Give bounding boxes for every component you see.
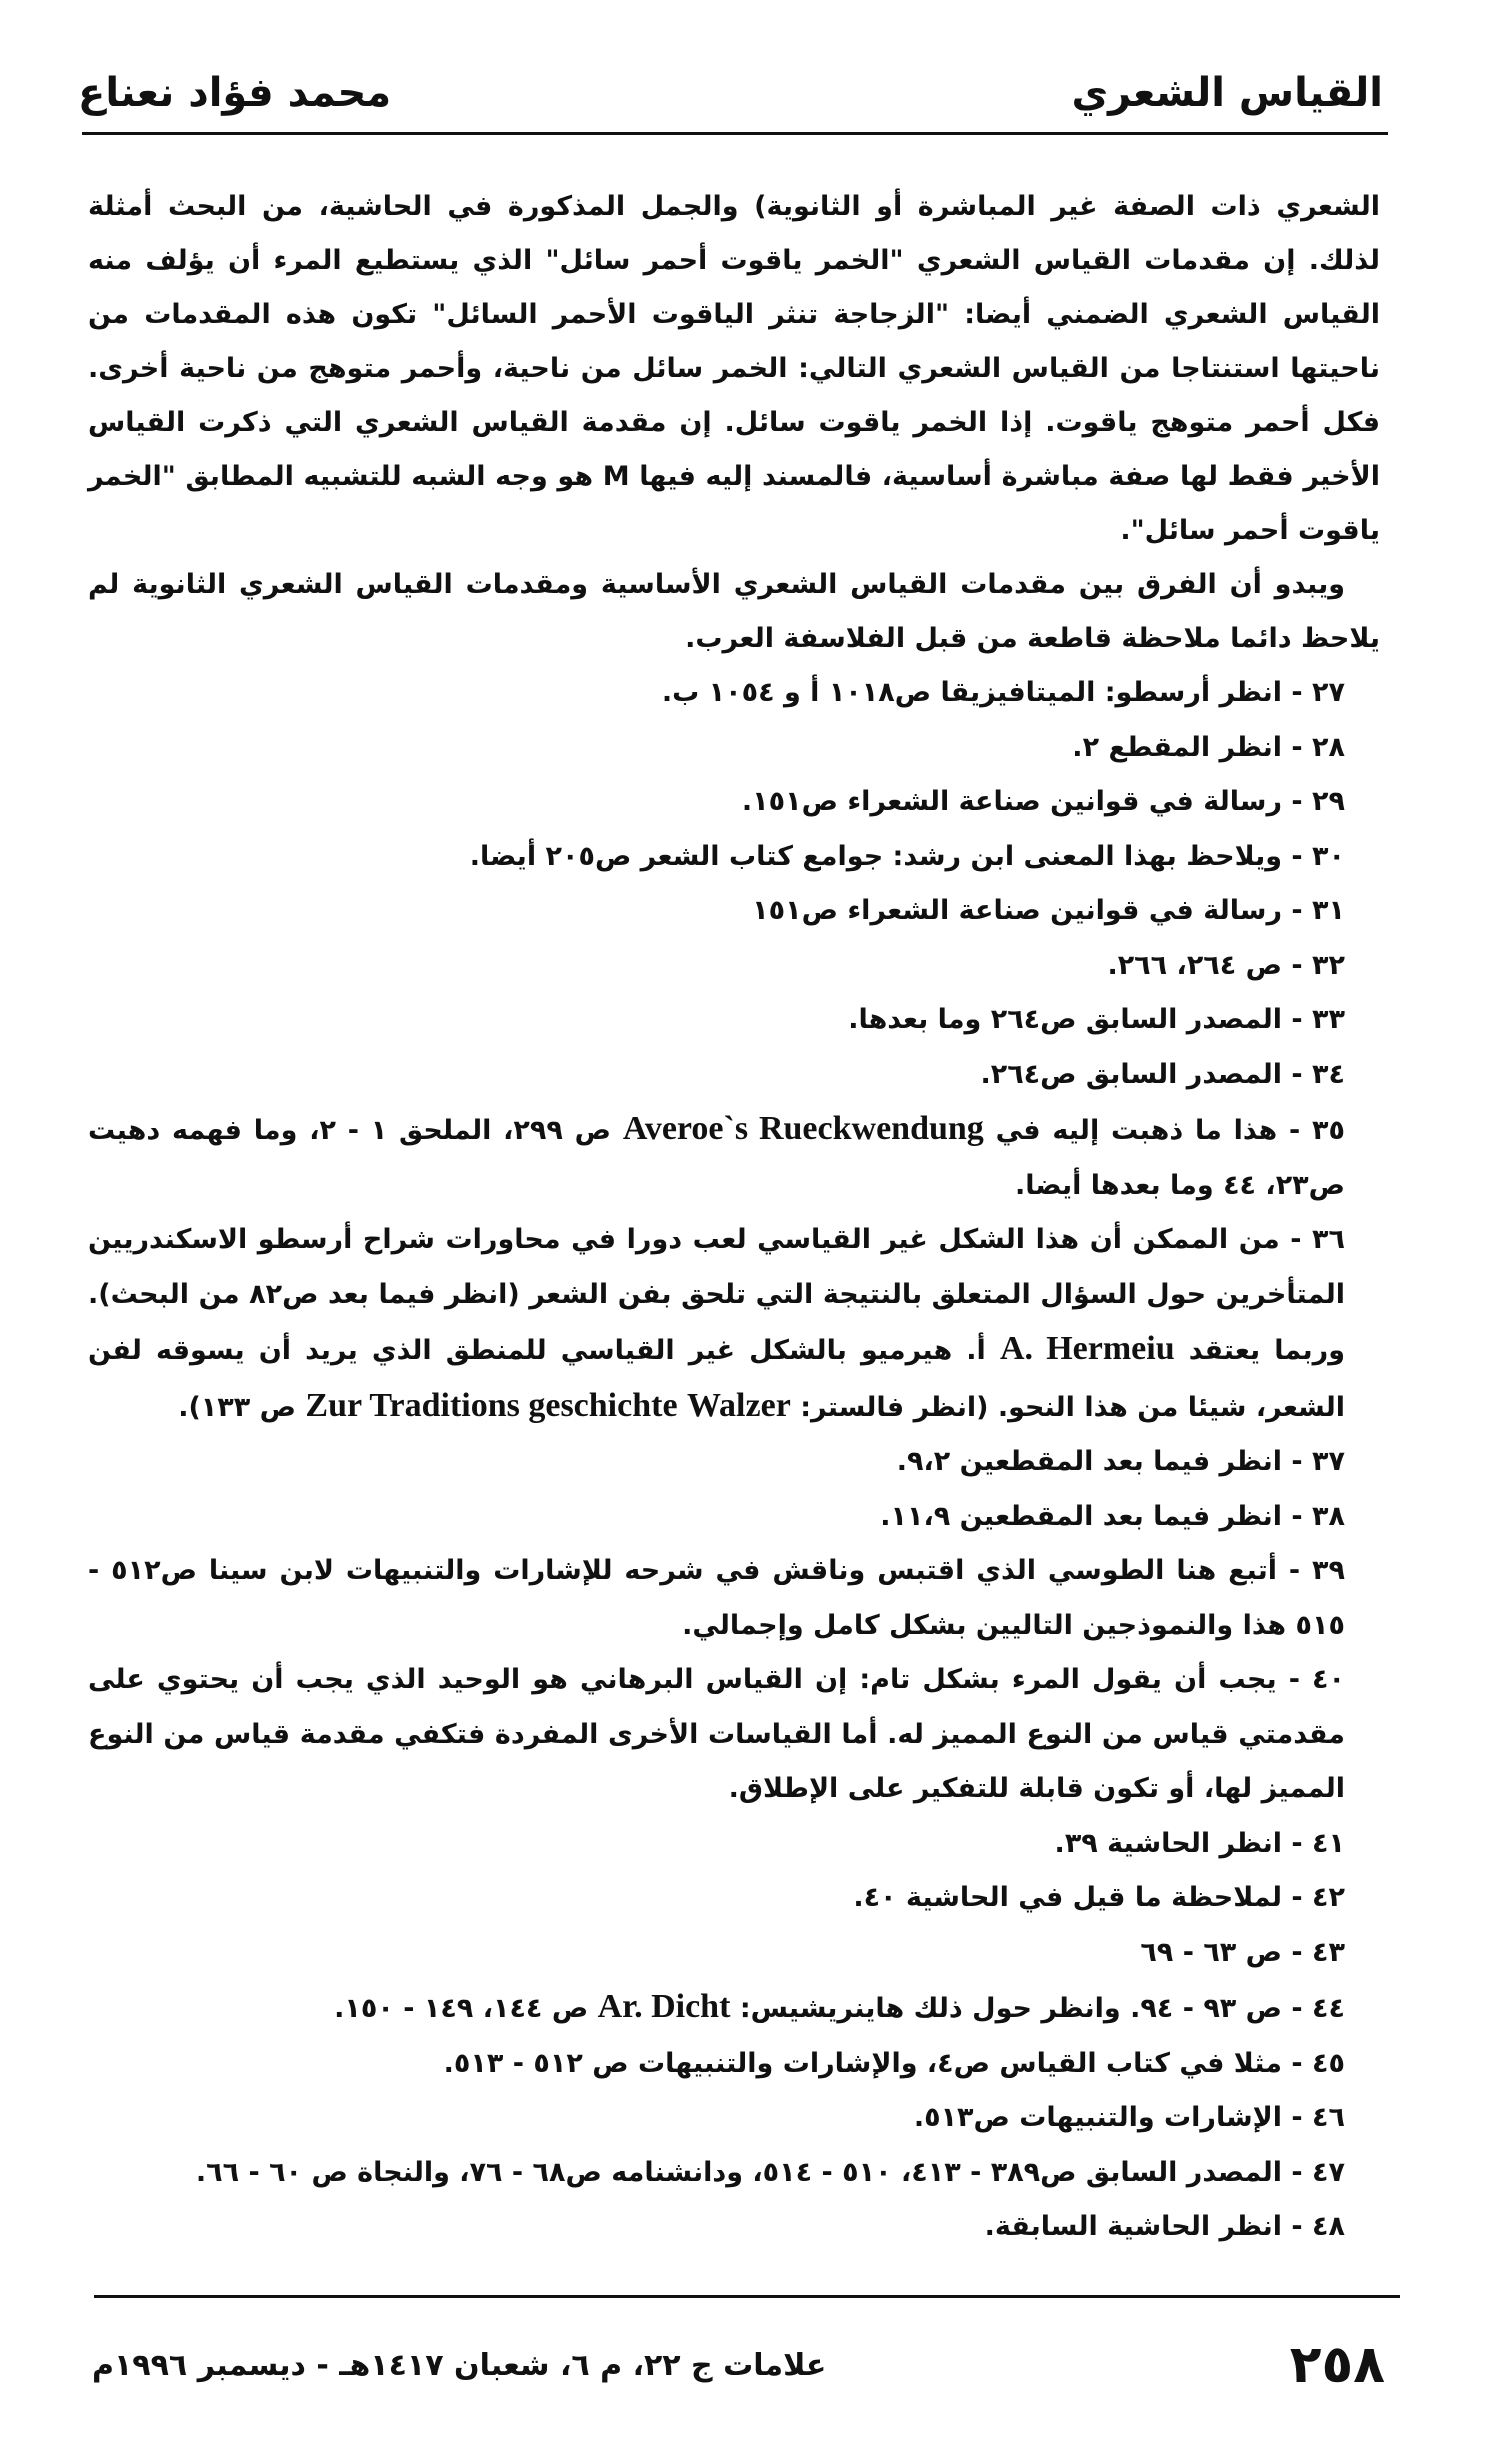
endnote-30 [88,830,1380,885]
note-text: انظر الحاشية ٣٩. [1054,1827,1283,1859]
note-number: ٤٣ - [1291,1936,1345,1968]
endnote-41 [88,1817,1380,1872]
note-number: ٣٩ - [1288,1555,1345,1586]
endnote-36 [88,1213,1380,1435]
endnote-31 [88,884,1380,939]
note-latin-title: Averoe`s Rueckwendung [622,1110,984,1147]
note-text: رسالة في قوانين صناعة الشعراء ص١٥١ [752,895,1283,926]
note-latin-title: Zur Traditions geschichte [305,1386,678,1424]
endnotes-list [88,666,1380,2255]
note-number: ٣٣ - [1291,1004,1345,1035]
endnote-45 [88,2037,1380,2092]
endnote-43 [88,1926,1380,1981]
note-number: ٤٦ - [1291,2102,1345,2133]
endnote-38 [88,1490,1380,1545]
note-number: ٢٩ - [1291,786,1345,817]
note-number: ٤٠ - [1288,1664,1345,1695]
note-text: ويلاحظ بهذا المعنى ابن رشد: جوامع كتاب الشعر ص٢٠٥ أيضا. [469,840,1283,872]
note-latin-name: A. Hermeiu [999,1330,1175,1367]
note-text: انظر فيما بعد المقطعين ٩،٢. [896,1446,1283,1477]
note-text: رسالة في قوانين صناعة الشعراء ص١٥١. [741,786,1283,817]
endnote-33 [88,993,1380,1048]
note-text: المصدر السابق ص٢٦٤. [980,1058,1283,1090]
endnote-28 [88,721,1380,776]
note-text: الإشارات والتنبيهات ص٥١٣. [913,2102,1283,2133]
note-text: مثلا في كتاب القياس ص٤، والإشارات والتنبيهات ص ٥١٢ - ٥١٣. [443,2047,1283,2079]
endnote-27 [88,666,1380,721]
note-text: ص ١٤٤، ١٤٩ - ١٥٠. [334,1993,589,2024]
note-number: ٤٤ - [1291,1993,1345,2024]
note-number: ٤٧ - [1291,2156,1345,2188]
note-number: ٣٢ - [1291,949,1345,981]
note-number: ٣٤ - [1291,1058,1345,1090]
note-text: المصدر السابق ص٣٨٩ - ٤١٣، ٥١٠ - ٥١٤، ودانشنامه ص٦٨ - ٧٦، والنجاة ص ٦٠ - ٦٦. [195,2156,1283,2188]
note-text: يجب أن يقول المرء بشكل تام: إن القياس البرهاني هو الوحيد الذي يجب أن يحتوي على مقدمتي قياس من النوع المميز له. أما القياسات الأخرى المفردة فتكفي مقدمة قياس من النوع المميز لها، أو تكون قابلة للتفكير على الإطلاق. [88,1664,1345,1804]
endnote-34 [88,1048,1380,1103]
note-text: ص ٢٩٩، الملحق ١ - ٢، وما فهمه دهيت ص٢٣، ٤٤ وما بعدها أيضا. [88,1115,1345,1201]
note-text: ص ٦٣ - ٦٩ [1140,1936,1283,1968]
header-title: القياس الشعري [1071,70,1383,116]
endnote-47 [88,2146,1380,2201]
footer-divider [94,2295,1400,2298]
note-text: المصدر السابق ص٢٦٤ وما بعدها. [848,1004,1283,1035]
endnote-42 [88,1871,1380,1926]
note-text: انظر المقطع ٢. [1072,731,1283,763]
page-number: ٢٥٨ [1289,2335,1385,2395]
note-text: ص ٩٣ - ٩٤. وانظر حول ذلك هاينريشيس: [739,1993,1283,2024]
endnote-37 [88,1435,1380,1490]
note-text: انظر فيما بعد المقطعين ١١،٩. [880,1500,1283,1532]
note-text: لملاحظة ما قيل في الحاشية ٤٠. [853,1882,1283,1913]
page-body [88,180,1380,2255]
note-latin-name: Walzer [686,1386,791,1424]
endnote-40 [88,1653,1380,1817]
endnote-48 [88,2200,1380,2255]
running-header [78,62,1383,124]
endnote-44 [88,1980,1380,2037]
note-number: ٤٨ - [1291,2211,1345,2242]
endnote-39 [88,1544,1380,1653]
endnote-35 [88,1102,1380,1213]
note-text: من الممكن أن هذا الشكل غير القياسي لعب دورا في محاورات شراح أرسطو الاسكندريين المتأخرين حول السؤال المتعلق بالنتيجة التي تلحق بفن الشعر (انظر فيما بعد ص٨٢ من البحث). وربما يعتقد [88,1224,1345,1366]
header-divider [82,132,1388,135]
note-text: هذا ما ذهبت إليه في [995,1115,1278,1146]
note-number: ٣٧ - [1291,1446,1345,1477]
note-latin-title: Ar. Dicht [597,1988,731,2025]
note-number: ٤٢ - [1291,1882,1345,1913]
note-text: انظر أرسطو: الميتافيزيقا ص١٠١٨ أ و ١٠٥٤ ب. [661,677,1283,708]
body-paragraph: الشعري ذات الصفة غير المباشرة أو الثانوية) والجمل المذكورة في الحاشية، من البحث أمثلة لذلك. إن مقدمات القياس الشعري "الخمر ياقوت أحمر سائل" الذي يستطيع المرء أن يؤلف منه القياس الشعري الضمني أيضا: "الزجاجة تنثر الياقوت الأحمر السائل" تكون هذه المقدمات من ناحيتها استنتاجا من القياس الشعري التالي: الخمر سائل من ناحية، وأحمر متوهج من ناحية أخرى. فكل أحمر متوهج ياقوت. إذا الخمر ياقوت سائل. إن مقدمة القياس الشعري التي ذكرت القياس الأخير فقط لها صفة مباشرة أساسية، فالمسند إليه فيها M هو وجه الشبه للتشبيه المطابق "الخمر ياقوت أحمر سائل". [88,191,1380,546]
note-text: ص ٢٦٤، ٢٦٦. [1107,949,1283,981]
journal-issue: علامات ج ٢٢، م ٦، شعبان ١٤١٧هـ - ديسمبر ١٩٩٦م [92,2347,827,2383]
note-number: ٣٦ - [1290,1224,1346,1255]
note-text: انظر الحاشية السابقة. [984,2211,1283,2242]
note-number: ٢٨ - [1291,731,1345,763]
endnote-46 [88,2091,1380,2146]
endnote-29 [88,775,1380,830]
header-author: محمد فؤاد نعناع [78,70,392,116]
note-number: ٣١ - [1291,895,1345,926]
running-footer [92,2325,1385,2405]
note-number: ٣٨ - [1291,1500,1345,1532]
note-number: ٣٥ - [1289,1115,1345,1146]
note-text: ص ١٣٣). [178,1391,296,1423]
note-number: ٤٥ - [1291,2047,1345,2079]
note-number: ٢٧ - [1291,677,1345,708]
note-number: ٤١ - [1291,1827,1345,1859]
note-number: ٣٠ - [1291,840,1345,872]
body-paragraph: ويبدو أن الفرق بين مقدمات القياس الشعري الأساسية ومقدمات القياس الشعري الثانوية لم يلاحظ دائما ملاحظة قاطعة من قبل الفلاسفة العرب. [88,569,1380,654]
endnote-32 [88,939,1380,994]
note-text: أ. هيرميو بالشكل غير القياسي للمنطق الذي يريد أن يسوقه لفن الشعر، شيئا من هذا النحو. (انظر فالستر: [88,1335,1345,1423]
note-text: أتبع هنا الطوسي الذي اقتبس وناقش في شرحه للإشارات والتنبيهات لابن سينا ص٥١٢ - ٥١٥ هذا والنموذجين التاليين بشكل كامل وإجمالي. [88,1555,1345,1641]
